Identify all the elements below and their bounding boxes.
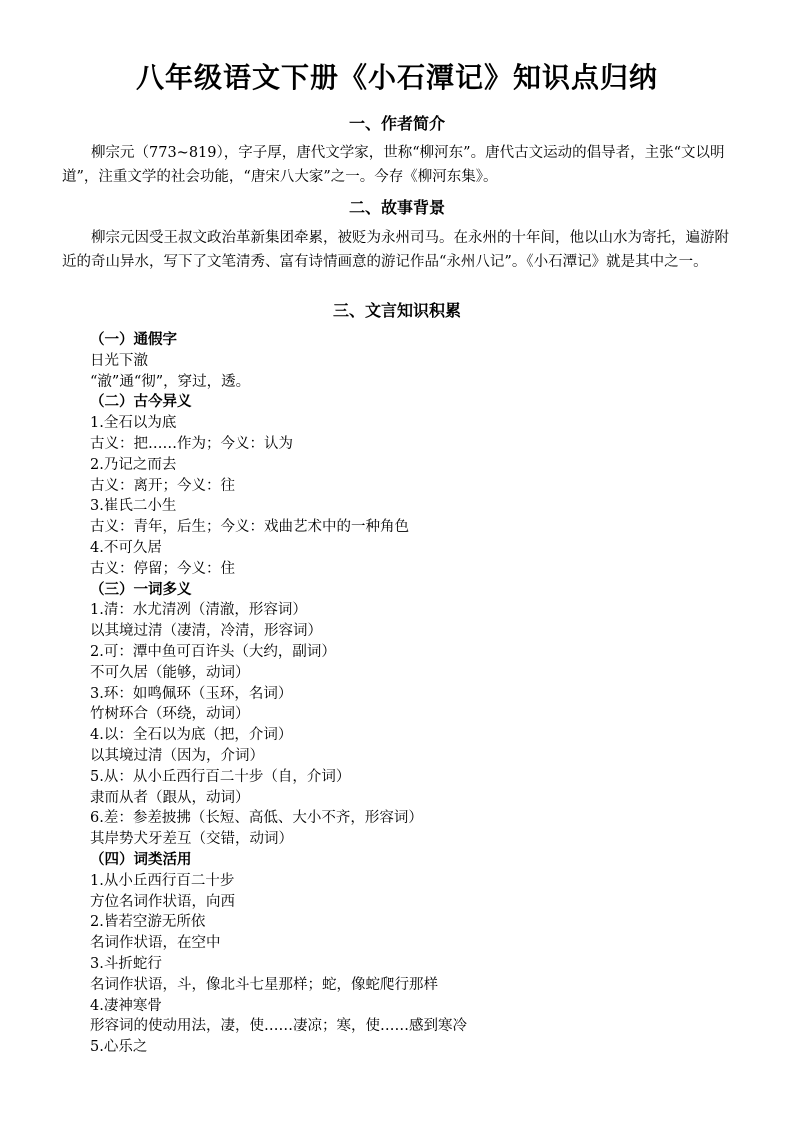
knowledge-line: 其岸势犬牙差互（交错，动词） bbox=[90, 831, 293, 848]
knowledge-line: 古义：停留；今义：住 bbox=[90, 560, 235, 577]
knowledge-line: 2.皆若空游无所依 bbox=[90, 914, 206, 931]
knowledge-line: 方位名词作状语，向西 bbox=[90, 893, 235, 910]
knowledge-line: 3.环：如鸣佩环（玉环，名词） bbox=[90, 685, 293, 702]
document-title: 八年级语文下册《小石潭记》知识点归纳 bbox=[135, 61, 658, 94]
knowledge-line: 不可久居（能够，动词） bbox=[90, 664, 250, 681]
knowledge-line: 6.差：参差披拂（长短、高低、大小不齐，形容词） bbox=[90, 810, 423, 827]
section-heading-author: 一、作者简介 bbox=[348, 114, 445, 133]
knowledge-line: 名词作状语，斗，像北斗七星那样；蛇，像蛇爬行那样 bbox=[90, 976, 438, 993]
knowledge-line: 形容词的使动用法，凄，使……凄凉；寒，使……感到寒冷 bbox=[90, 1018, 467, 1035]
knowledge-line: 3.斗折蛇行 bbox=[90, 955, 162, 972]
section-heading-background: 二、故事背景 bbox=[348, 198, 445, 217]
knowledge-line: 5.从：从小丘西行百二十步（自，介词） bbox=[90, 768, 351, 785]
knowledge-line: 日光下澈 bbox=[90, 352, 148, 369]
knowledge-line: 隶而从者（跟从，动词） bbox=[90, 789, 250, 806]
knowledge-line: 5.心乐之 bbox=[90, 1039, 148, 1056]
knowledge-line: 以其境过清（因为，介词） bbox=[90, 747, 264, 764]
background-paragraph: 柳宗元因受王叔文政治革新集团牵累，被贬为永州司马。在永州的十年间，他以山水为寄托，遍游附近的奇山异水，写下了文笔清秀、富有诗情画意的游记作品“永州八记”。《小石潭记》就是其中之一。 bbox=[62, 230, 729, 270]
subsection-heading: （四）词类活用 bbox=[90, 851, 192, 868]
knowledge-line: 古义：青年，后生；今义：戏曲艺术中的一种角色 bbox=[90, 519, 409, 536]
subsection-heading: （二）古今异义 bbox=[90, 394, 192, 411]
knowledge-list bbox=[90, 330, 740, 1058]
section-heading-knowledge: 三、文言知识积累 bbox=[332, 301, 461, 320]
knowledge-line: “澈”通“彻”，穿过，透。 bbox=[90, 373, 251, 390]
knowledge-line: 1.全石以为底 bbox=[90, 415, 177, 432]
knowledge-line: 3.崔氏二小生 bbox=[90, 498, 177, 515]
subsection-heading: （三）一词多义 bbox=[90, 581, 192, 598]
knowledge-line: 以其境过清（凄清，冷清，形容词） bbox=[90, 623, 322, 640]
knowledge-line: 古义：把……作为；今义：认为 bbox=[90, 435, 293, 452]
knowledge-line: 2.可：潭中鱼可百许头（大约，副词） bbox=[90, 643, 336, 660]
knowledge-line: 古义：离开；今义：往 bbox=[90, 477, 235, 494]
knowledge-line: 1.从小丘西行百二十步 bbox=[90, 872, 235, 889]
author-paragraph: 柳宗元（773~819），字子厚，唐代文学家，世称“柳河东”。唐代古文运动的倡导者，主张“文以明道”，注重文学的社会功能，“唐宋八大家”之一。今存《柳河东集》。 bbox=[62, 145, 725, 185]
knowledge-line: 4.不可久居 bbox=[90, 539, 162, 556]
knowledge-line: 2.乃记之而去 bbox=[90, 456, 177, 473]
subsection-heading: （一）通假字 bbox=[90, 332, 177, 348]
knowledge-line: 4.凄神寒骨 bbox=[90, 997, 162, 1014]
knowledge-line: 1.清：水尤清冽（清澈，形容词） bbox=[90, 602, 307, 619]
knowledge-line: 竹树环合（环绕，动词） bbox=[90, 706, 250, 723]
knowledge-line: 名词作状语，在空中 bbox=[90, 935, 221, 952]
knowledge-line: 4.以：全石以为底（把，介词） bbox=[90, 727, 293, 744]
